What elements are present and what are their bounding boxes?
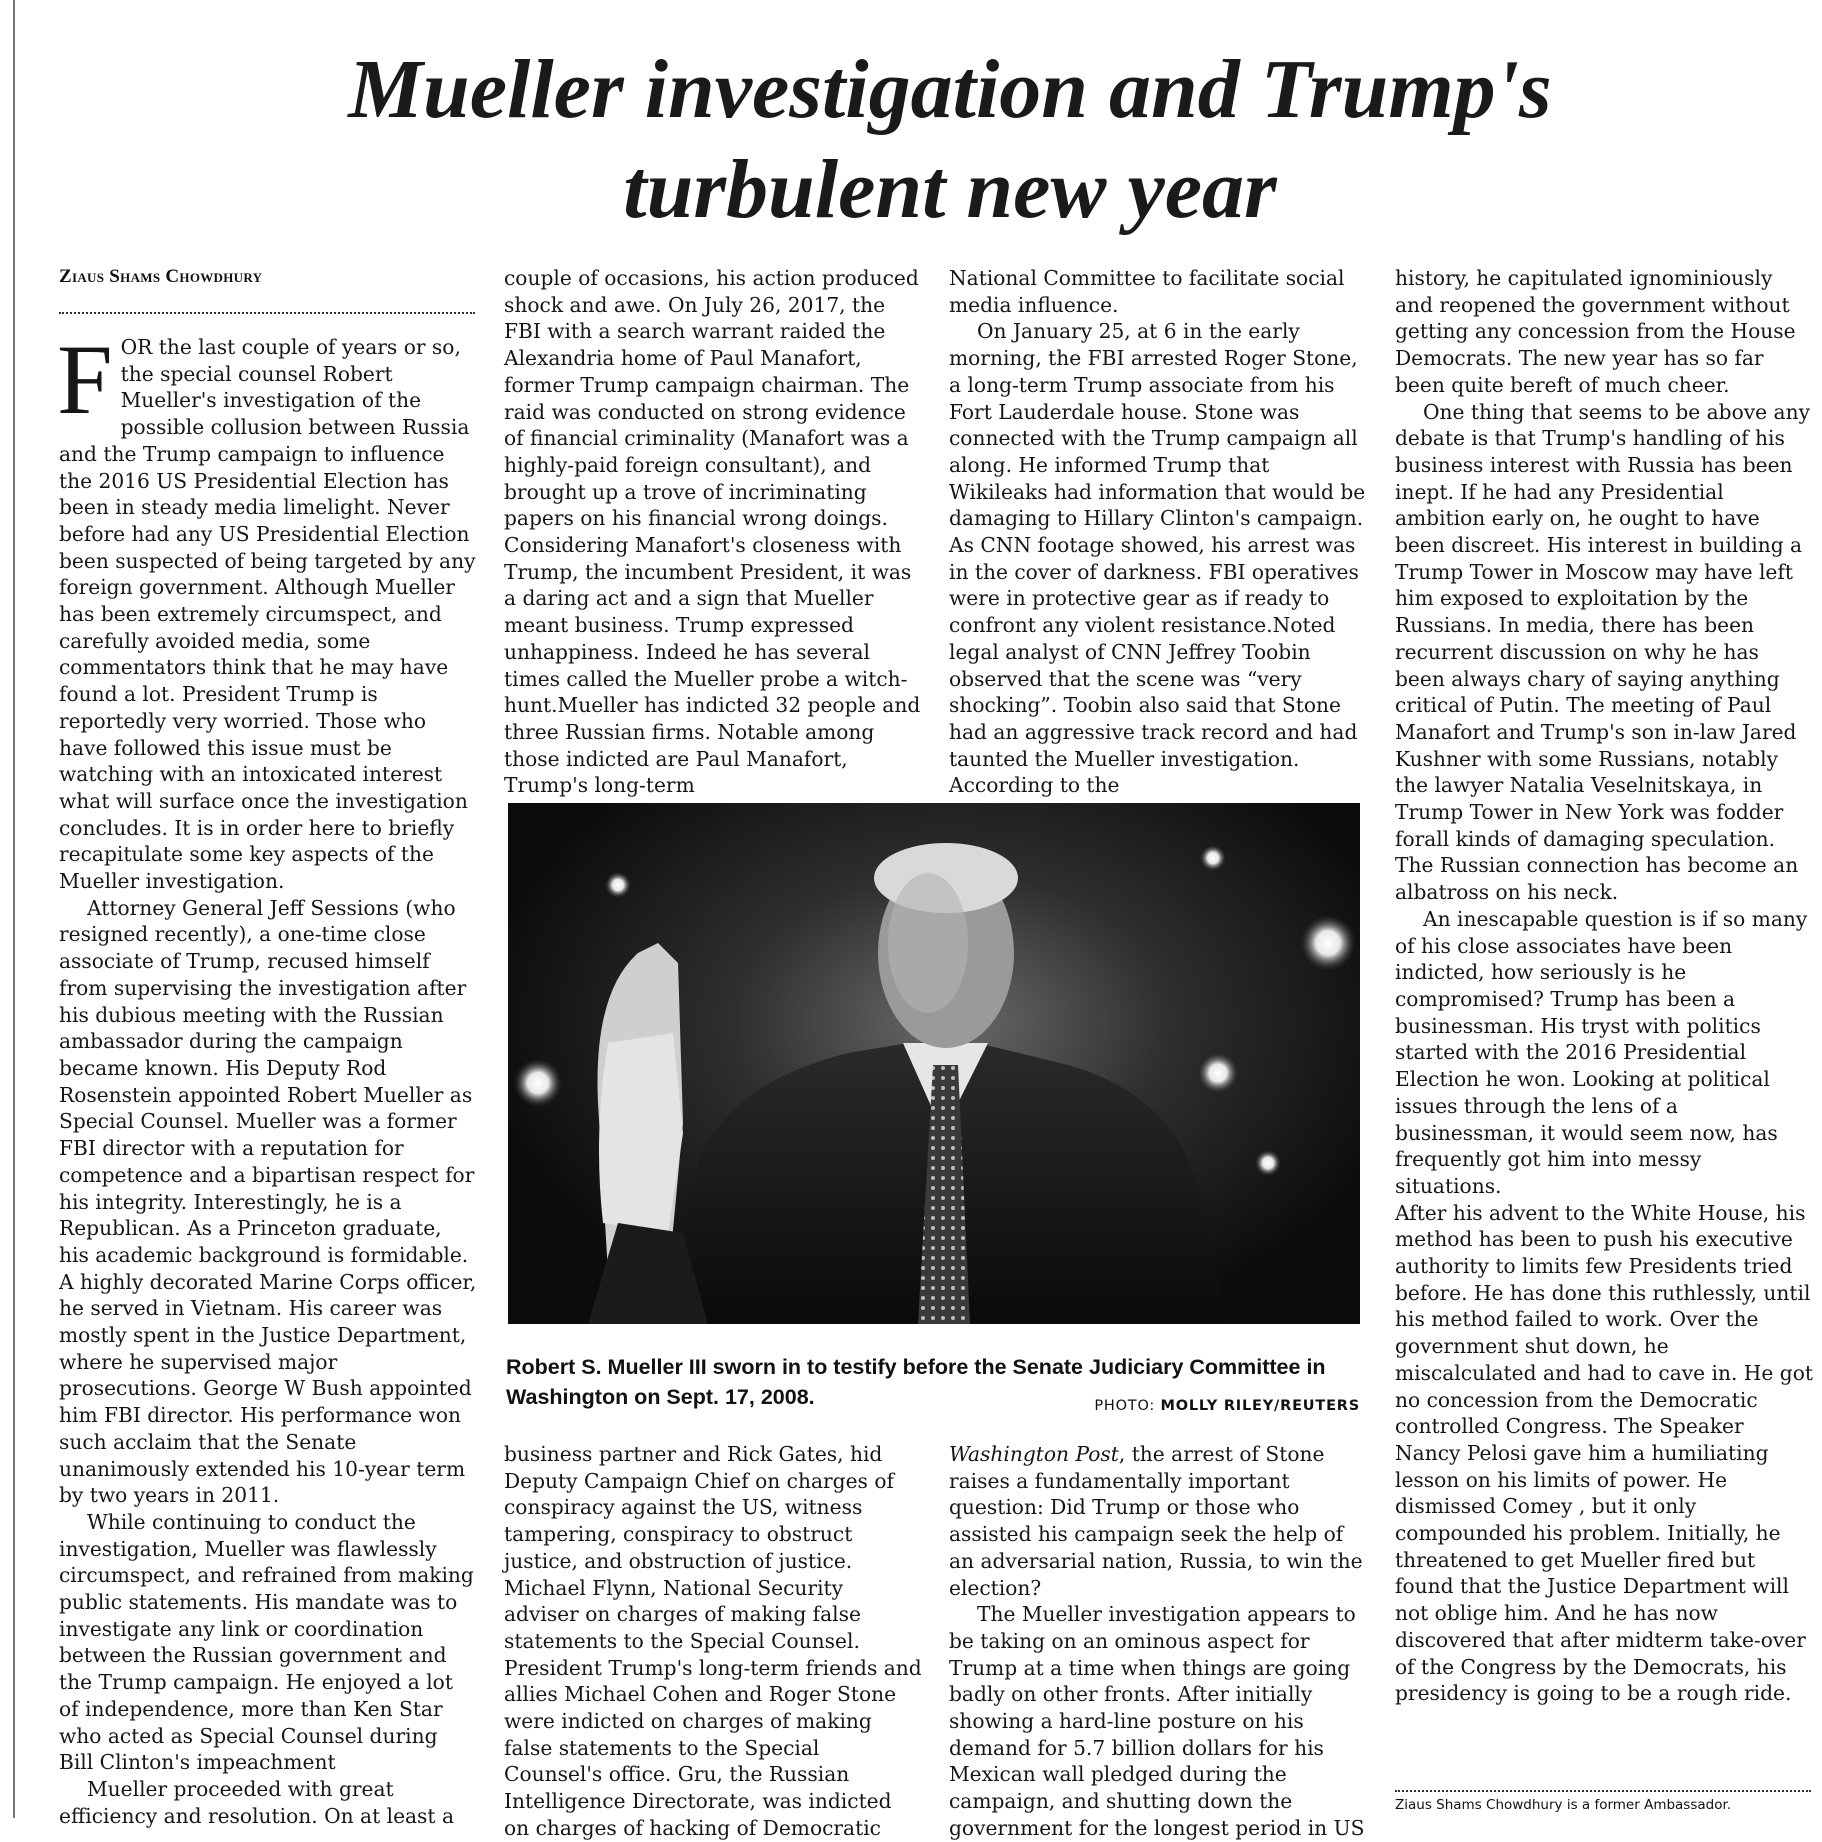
publication-name: Washington Post xyxy=(949,1442,1119,1466)
paragraph-4: Mueller proceeded with great efficiency and resolution. On at least a xyxy=(59,1776,454,1828)
column-2-bottom xyxy=(504,1441,923,1842)
paragraph-2: Attorney General Jeff Sessions (who resigned recently), a one-time close associate of Trump, recused himself from supervising the investigation after his dubious meeting with the Russian ambassador during the campaign became known. His Deputy Rod Rosenstein appointed Robert Mueller as Special Counsel. Mueller was a former FBI director with a reputation for competence and a bipartisan respect for his integrity. Interestingly, he is a Republican. As a Princeton graduate, his academic background is formidable. A highly decorated Marine Corps officer, he served in Vietnam. His career was mostly spent in the Justice Department, where he supervised major prosecutions. George W Bush appointed him FBI director. His performance won such acclaim that the Senate unanimously extended his 10-year term by two years in 2011. xyxy=(59,895,477,1508)
paragraph-7: On January 25, at 6 in the early morning, the FBI arrested Roger Stone, a long-term Trump associate from his Fort Lauderdale house. Stone was connected with the Trump campaign all along. He informed Trump that Wikileaks had information that would be damaging to Hillary Clinton's campaign. As CNN footage showed, his arrest was in the cover of darkness. FBI operatives were in protective gear as if ready to confront any violent resistance.Noted legal analyst of CNN Jeffrey Toobin observed that the scene was “very shocking”. Toobin also said that Stone had an aggressive track record and had taunted the Mueller investigation. According to the xyxy=(949,319,1366,798)
headline-line-1: Mueller investigation and Trump's xyxy=(348,43,1552,136)
footnote-divider xyxy=(1395,1790,1811,1792)
paragraph-1-text: OR the last couple of years or so, the special counsel Robert Mueller's investigation of the possible collusion between Russia and the Trump campaign to influence the 2016 US Presidential Election has been in steady media limelight. Never before had any US Presidential Election been suspected of being targeted by any foreign government. Although Mueller has been extremely circumspect, and carefully avoided media, some commentators think that he may have found a lot. President Trump is reportedly very worried. Those who have followed this issue must be watching with an intoxicated interest what will surface once the investigation concludes. It is in order here to briefly recapitulate some key aspects of the Mueller investigation. xyxy=(59,335,476,894)
photo-credit xyxy=(1082,1398,1360,1414)
byline-divider xyxy=(59,312,475,314)
paragraph-11: history, he capitulated ignominiously and reopened the government without getting any concession from the House Democrats. The new year has so far been quite bereft of much cheer. xyxy=(1395,266,1796,397)
column-4 xyxy=(1395,265,1813,1707)
photo-caption: Robert S. Mueller III sworn in to testify before the Senate Judiciary Committee in Washington on Sept. 17, 2008. xyxy=(506,1355,1326,1409)
photo-illustration xyxy=(508,803,1360,1324)
paragraph-9 xyxy=(949,1441,1368,1601)
byline: Ziaus Shams Chowdhury xyxy=(59,266,263,287)
headline xyxy=(240,40,1660,240)
mueller-photo xyxy=(508,803,1360,1324)
drop-cap: F xyxy=(57,324,113,435)
paragraph-13: An inescapable question is if so many of his close associates have been indicted, how seriously is he compromised? Trump has been a businessman. His tryst with politics started with the 2016 Presidential Election he won. Looking at political issues through the lens of a businessman, it would seem now, has frequently got him into messy situations. xyxy=(1395,906,1808,1198)
paragraph-8: business partner and Rick Gates, hid Deputy Campaign Chief on charges of conspiracy against the US, witness tampering, conspiracy to obstruct justice, and obstruction of justice. Michael Flynn, National Security adviser on charges of making false statements to the Special Counsel. President Trump's long-term friends and allies Michael Cohen and Roger Stone were indicted on charges of making false statements to the Special Counsel's office. Gru, the Russian Intelligence Directorate, was indicted on charges of hacking of Democratic xyxy=(504,1442,922,1840)
paragraph-5: couple of occasions, his action produced shock and awe. On July 26, 2017, the FBI with a search warrant raided the Alexandria home of Paul Manafort, former Trump campaign chairman. The raid was conducted on strong evidence of financial criminality (Manafort was a highly-paid foreign consultant), and brought up a trove of incriminating papers on his financial wrong doings. Considering Manafort's closeness with Trump, the incumbent President, it was a daring act and a sign that Mueller meant business. Trump expressed unhappiness. Indeed he has several times called the Mueller probe a witch-hunt.Mueller has indicted 32 people and three Russian firms. Notable among those indicted are Paul Manafort, Trump's long-term xyxy=(504,266,921,798)
photo-credit-prefix: PHOTO: xyxy=(1094,1398,1156,1414)
paragraph-3: While continuing to conduct the investigation, Mueller was flawlessly circumspect, and refrained from making public statements. His mandate was to investigate any link or coordination between the Russian government and the Trump campaign. He enjoyed a lot of independence, more than Ken Star who acted as Special Counsel during Bill Clinton's impeachment xyxy=(59,1509,474,1775)
headline-line-2: turbulent new year xyxy=(623,143,1277,236)
photo-credit-name: MOLLY RILEY/REUTERS xyxy=(1160,1398,1360,1414)
page-margin-rule xyxy=(13,0,15,1818)
paragraph-1 xyxy=(57,324,477,895)
paragraph-10: The Mueller investigation appears to be taking on an ominous aspect for Trump at a time when things are going badly on other fronts. After initially showing a hard-line posture on his demand for 5.7 billion dollars for his Mexican wall pledged during the campaign, and shutting down the government for the longest period in US xyxy=(949,1602,1365,1840)
column-3-bottom xyxy=(949,1441,1368,1842)
column-3-top xyxy=(949,265,1368,799)
author-footnote: Ziaus Shams Chowdhury is a former Ambassador. xyxy=(1395,1797,1732,1813)
column-1 xyxy=(57,324,477,1829)
paragraph-12: One thing that seems to be above any debate is that Trump's handling of his business interest with Russia has been inept. If he had any Presidential ambition early on, he ought to have been discreet. His interest in building a Trump Tower in Moscow may have left him exposed to exploitation by the Russians. In media, there has been recurrent discussion on why he has been always chary of saying anything critical of Putin. The meeting of Paul Manafort and Trump's son in-law Jared Kushner with some Russians, notably the lawyer Natalia Veselnitskaya, in Trump Tower in New York was fodder forall kinds of damaging speculation. The Russian connection has become an albatross on his neck. xyxy=(1395,399,1810,905)
paragraph-14: After his advent to the White House, his method has been to push his executive authority to limits few Presidents tried before. He has done this ruthlessly, until his method failed to work. Over the government shut down, he miscalculated and had to cave in. He got no concession from the Democratic controlled Congress. The Speaker Nancy Pelosi gave him a humiliating lesson on his limits of power. He dismissed Comey , but it only compounded his problem. Initially, he threatened to get Mueller fired but found that the Justice Department will not oblige him. And he has now discovered that after midterm take-over of the Congress by the Democrats, his presidency is going to be a rough ride. xyxy=(1395,1200,1813,1706)
column-2-top xyxy=(504,265,923,799)
paragraph-9-text: , the arrest of Stone raises a fundamentally important question: Did Trump or those who assisted his campaign seek the help of an adversarial nation, Russia, to win the election? xyxy=(949,1442,1363,1600)
paragraph-6: National Committee to facilitate social media influence. xyxy=(949,266,1345,317)
